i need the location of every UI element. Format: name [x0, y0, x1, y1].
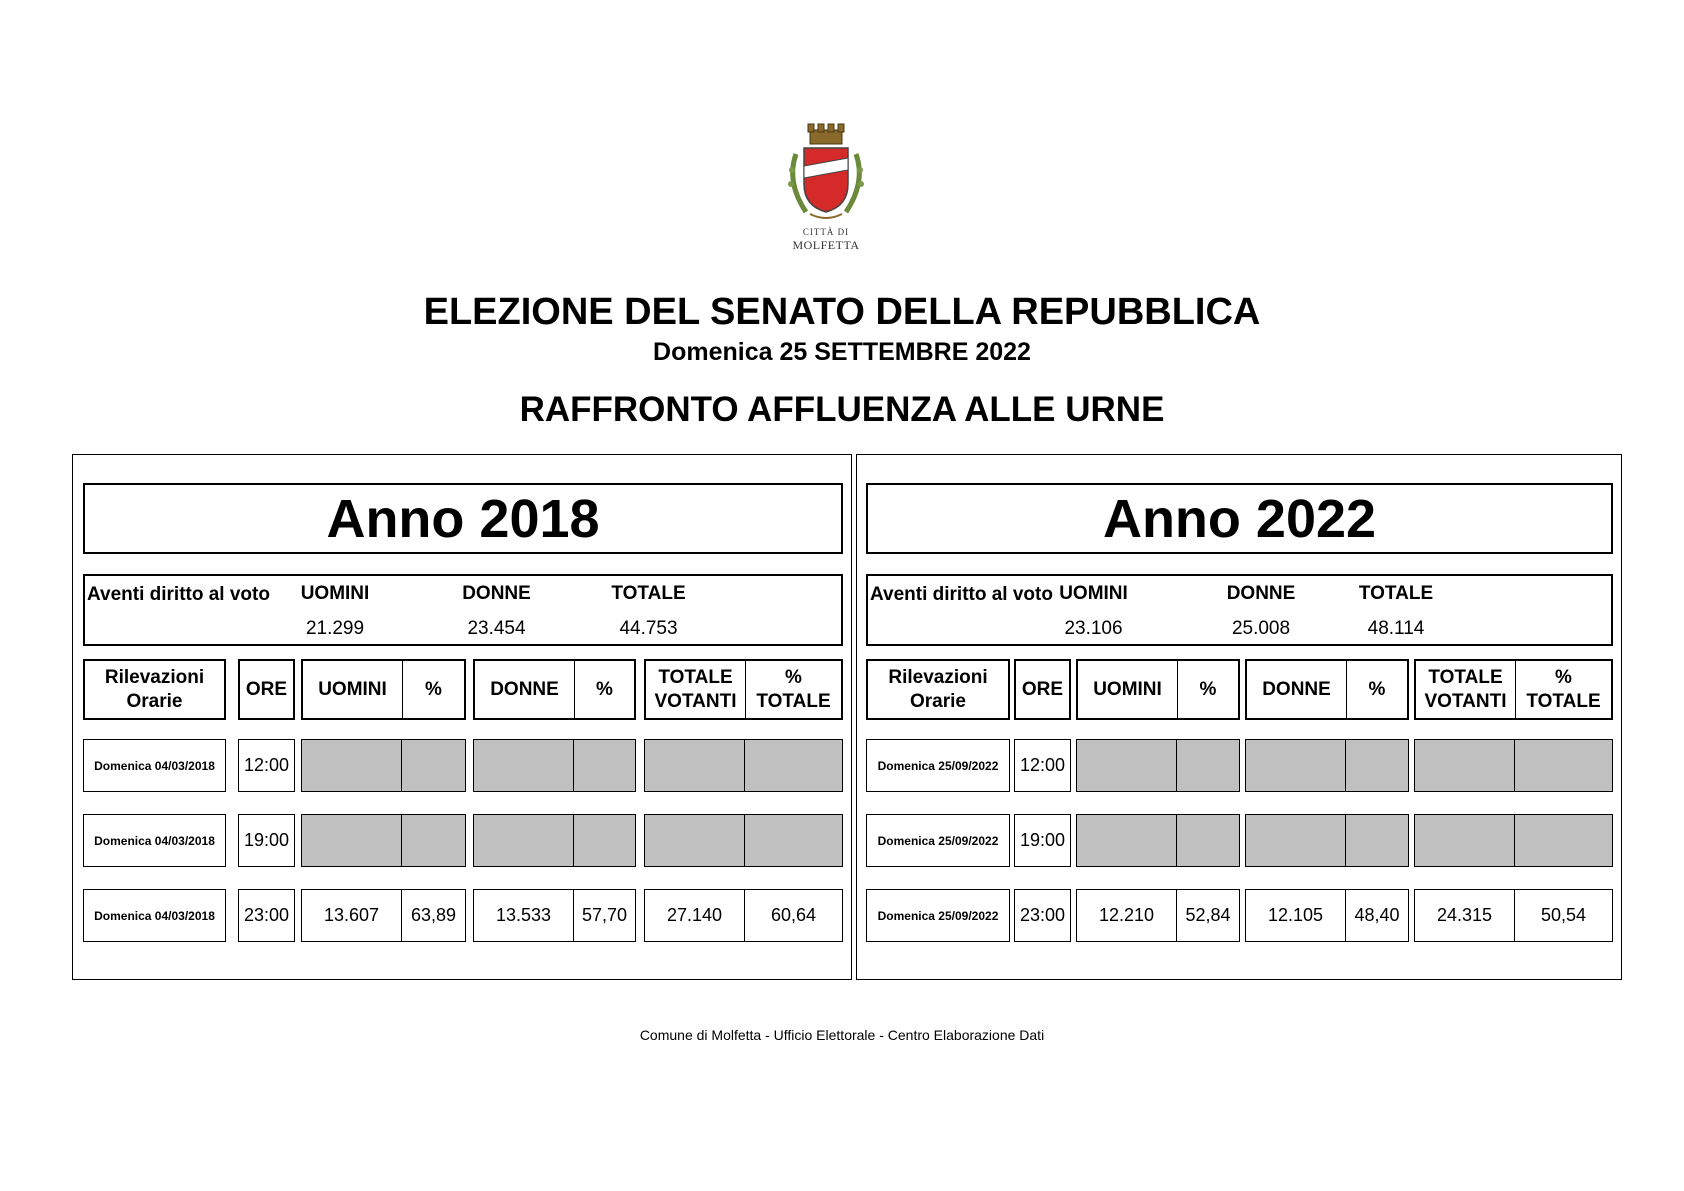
row-totale-pct	[744, 739, 843, 792]
header-donne-group	[1245, 659, 1409, 720]
eligible-men-value: 23.106	[1064, 618, 1123, 639]
row-uomini-pct: 63,89	[401, 889, 466, 942]
eligible-label: Aventi diritto al voto	[870, 584, 1053, 605]
row-totale	[1414, 814, 1515, 867]
row-donne-pct	[1345, 814, 1409, 867]
header-ore: ORE	[1014, 659, 1071, 720]
eligible-men-value: 21.299	[305, 618, 365, 639]
row-date: Domenica 04/03/2018	[83, 814, 226, 867]
row-donne	[473, 739, 574, 792]
header-totale-group	[644, 659, 843, 720]
row-totale-pct	[744, 814, 843, 867]
row-donne-pct	[573, 739, 636, 792]
row-totale-pct: 50,54	[1514, 889, 1613, 942]
row-date: Domenica 25/09/2022	[866, 889, 1010, 942]
row-donne-pct	[573, 814, 636, 867]
row-totale: 27.140	[644, 889, 745, 942]
crest-text-line1: CITTÀ DI	[802, 227, 850, 237]
row-uomini-pct	[401, 814, 466, 867]
header-uomini-group	[1076, 659, 1240, 720]
row-donne: 13.533	[473, 889, 574, 942]
row-uomini-pct: 52,84	[1176, 889, 1240, 942]
row-uomini-pct	[401, 739, 466, 792]
section-title: RAFFRONTO AFFLUENZA ALLE URNE	[519, 390, 1165, 429]
eligible-label: Aventi diritto al voto	[87, 584, 270, 605]
row-totale-pct	[1514, 814, 1613, 867]
eligible-women-value: 25.008	[1231, 618, 1291, 639]
header-donne-group	[473, 659, 636, 720]
year-header: Anno 2022	[866, 483, 1613, 554]
header-uomini: UOMINI	[303, 661, 403, 718]
row-totale-pct	[1514, 739, 1613, 792]
row-uomini-pct	[1176, 814, 1240, 867]
row-uomini	[1076, 814, 1177, 867]
header-donne: DONNE	[1247, 661, 1347, 718]
row-donne-pct	[1345, 739, 1409, 792]
row-uomini: 12.210	[1076, 889, 1177, 942]
row-donne: 12.105	[1245, 889, 1346, 942]
eligible-voters-box	[83, 574, 843, 646]
footer-text: Comune di Molfetta - Ufficio Elettorale - Centro Elaborazione Dati	[639, 1027, 1045, 1043]
eligible-total-header: TOTALE	[611, 583, 686, 604]
header-donne: DONNE	[475, 661, 575, 718]
header-totale-votanti: TOTALE VOTANTI	[1416, 661, 1516, 718]
header-totale-votanti: TOTALE VOTANTI	[646, 661, 746, 718]
crest-icon	[780, 122, 872, 226]
year-header: Anno 2018	[83, 483, 843, 554]
row-uomini	[1076, 739, 1177, 792]
page-title: ELEZIONE DEL SENATO DELLA REPUBBLICA	[423, 291, 1261, 333]
row-donne	[1245, 739, 1346, 792]
row-donne-pct: 57,70	[573, 889, 636, 942]
row-ore: 23:00	[1014, 889, 1071, 942]
row-date: Domenica 04/03/2018	[83, 889, 226, 942]
eligible-women-header: DONNE	[462, 583, 531, 604]
row-donne-pct: 48,40	[1345, 889, 1409, 942]
eligible-men-header: UOMINI	[300, 583, 370, 604]
row-uomini	[301, 814, 402, 867]
row-totale	[644, 739, 745, 792]
row-ore: 23:00	[238, 889, 295, 942]
header-uomini: UOMINI	[1078, 661, 1178, 718]
row-donne	[473, 814, 574, 867]
eligible-women-header: DONNE	[1226, 583, 1296, 604]
panel-2022	[856, 454, 1622, 980]
city-crest-logo	[780, 122, 872, 254]
row-ore: 12:00	[238, 739, 295, 792]
header-uomini-pct: %	[1199, 678, 1217, 700]
header-donne-pct: %	[1368, 678, 1386, 700]
header-rilevazioni: Rilevazioni Orarie	[866, 659, 1010, 720]
eligible-men-header: UOMINI	[1059, 583, 1128, 604]
row-uomini	[301, 739, 402, 792]
row-totale: 24.315	[1414, 889, 1515, 942]
header-ore: ORE	[238, 659, 295, 720]
row-uomini-pct	[1176, 739, 1240, 792]
row-donne	[1245, 814, 1346, 867]
row-totale	[644, 814, 745, 867]
row-totale-pct: 60,64	[744, 889, 843, 942]
page-subtitle: Domenica 25 SETTEMBRE 2022	[653, 338, 1031, 366]
header-donne-pct: %	[596, 678, 613, 700]
header-totale-group	[1414, 659, 1613, 720]
row-date: Domenica 04/03/2018	[83, 739, 226, 792]
eligible-total-value: 48.114	[1367, 618, 1425, 639]
eligible-total-header: TOTALE	[1358, 583, 1434, 604]
eligible-total-value: 44.753	[619, 618, 678, 639]
header-pct-totale: % TOTALE	[1526, 666, 1601, 712]
panel-2018	[72, 454, 852, 980]
row-totale	[1414, 739, 1515, 792]
row-uomini: 13.607	[301, 889, 402, 942]
header-pct-totale: % TOTALE	[756, 666, 831, 712]
row-ore: 19:00	[1014, 814, 1071, 867]
eligible-voters-box	[866, 574, 1613, 646]
header-uomini-group	[301, 659, 466, 720]
row-ore: 12:00	[1014, 739, 1071, 792]
row-date: Domenica 25/09/2022	[866, 814, 1010, 867]
header-uomini-pct: %	[425, 678, 442, 700]
crest-text-line2: MOLFETTA	[792, 238, 860, 252]
row-ore: 19:00	[238, 814, 295, 867]
eligible-women-value: 23.454	[467, 618, 526, 639]
row-date: Domenica 25/09/2022	[866, 739, 1010, 792]
header-rilevazioni: Rilevazioni Orarie	[83, 659, 226, 720]
